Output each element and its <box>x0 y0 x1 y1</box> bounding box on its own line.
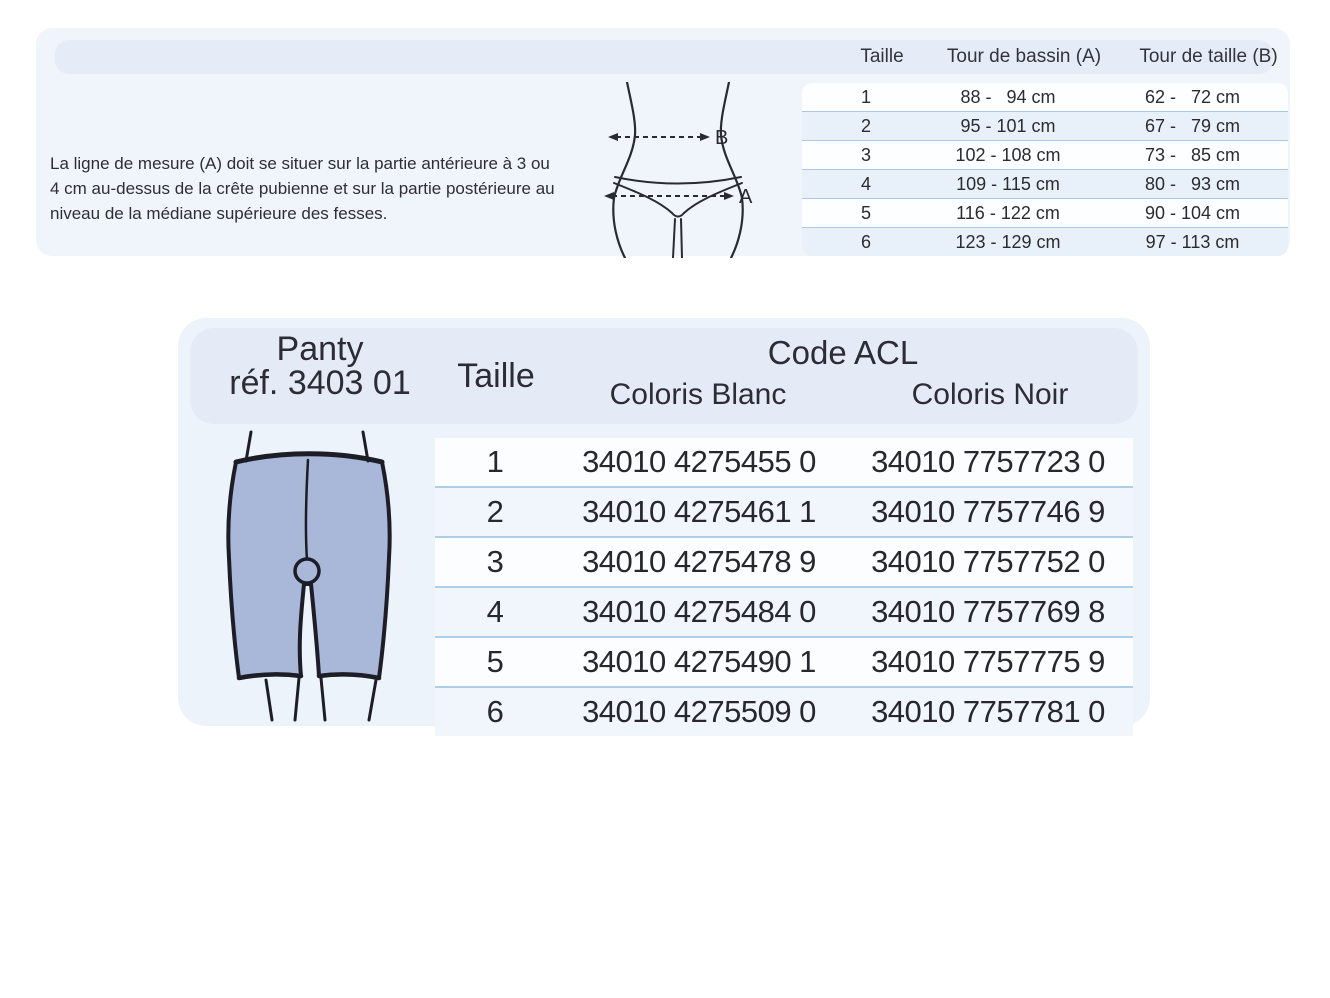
cell-taille: 4 <box>860 173 871 194</box>
cell-code-blanc: 34010 4275490 1 <box>582 644 816 679</box>
size-header-bassin: Tour de bassin (A) <box>946 46 1102 67</box>
cell-code-noir: 34010 7757752 0 <box>871 544 1105 579</box>
panty-lines <box>614 177 742 258</box>
cell-taille: 5 <box>860 202 871 223</box>
cell-bassin: 116 - 122 cm <box>956 202 1060 223</box>
acl-header-coloris-noir: Coloris Noir <box>911 378 1069 411</box>
measurement-instructions: La ligne de mesure (A) doit se situer sur la partie antérieure à 3 ou 4 cm au-dessus de la crête pubienne et sur la partie postérieure au niveau de la médiane supérieure des fesses. <box>50 154 555 223</box>
cell-taille: 6 <box>860 231 871 252</box>
size-header-taille-b: Tour de taille (B) <box>1139 46 1278 67</box>
cell-bassin: 102 - 108 cm <box>955 144 1061 165</box>
cell-taille: 2 <box>860 115 871 136</box>
cell-taille: 1 <box>860 86 871 107</box>
cell-taille: 1 <box>486 444 504 479</box>
acl-header-coloris-blanc: Coloris Blanc <box>609 378 787 411</box>
cell-taille-b: 97 - 113 cm <box>1145 231 1240 252</box>
cell-code-blanc: 34010 4275478 9 <box>582 544 816 579</box>
size-table <box>802 83 1288 256</box>
cell-bassin: 109 - 115 cm <box>956 173 1060 194</box>
body-measurement-diagram <box>602 82 754 258</box>
cell-code-blanc: 34010 4275455 0 <box>582 444 816 479</box>
cell-taille: 3 <box>486 544 504 579</box>
acl-table-row <box>435 588 1133 638</box>
torso-outline <box>613 82 742 258</box>
measurement-panel <box>36 28 1290 256</box>
cell-code-noir: 34010 7757723 0 <box>871 444 1105 479</box>
cell-taille-b: 80 - 93 cm <box>1144 173 1241 194</box>
cell-code-noir: 34010 7757781 0 <box>871 694 1105 729</box>
label-b: B <box>715 127 729 149</box>
cell-code-blanc: 34010 4275509 0 <box>582 694 816 729</box>
size-header-taille: Taille <box>860 46 904 67</box>
size-table-row <box>802 83 1288 112</box>
cell-taille: 5 <box>486 644 504 679</box>
size-table-row <box>802 141 1288 170</box>
acl-table-row <box>435 638 1133 688</box>
acl-table-row <box>435 438 1133 488</box>
acl-table-header-bar <box>190 328 1138 424</box>
cell-taille-b: 62 - 72 cm <box>1144 86 1241 107</box>
product-title <box>190 332 450 400</box>
measure-line-b <box>608 127 728 149</box>
hem-right <box>319 674 379 678</box>
cell-code-noir: 34010 7757775 9 <box>871 644 1105 679</box>
cell-taille: 6 <box>486 694 504 729</box>
cell-bassin: 88 - 94 cm <box>960 86 1056 107</box>
arrow-left-icon <box>604 192 614 200</box>
crotch-ring <box>295 559 319 583</box>
size-table-header <box>818 40 1304 74</box>
cell-code-blanc: 34010 4275461 1 <box>582 494 816 529</box>
cell-taille: 2 <box>486 494 504 529</box>
arrow-right-icon <box>724 192 734 200</box>
label-a: A <box>739 186 753 208</box>
cell-taille-b: 90 - 104 cm <box>1144 202 1241 223</box>
measure-line-a <box>604 186 753 208</box>
size-table-row <box>802 112 1288 141</box>
acl-table-row <box>435 538 1133 588</box>
panty-illustration <box>222 426 430 722</box>
cell-taille: 3 <box>860 144 871 165</box>
acl-table <box>435 438 1133 736</box>
acl-header-taille: Taille <box>457 356 535 395</box>
arrow-right-icon <box>700 133 710 141</box>
cell-bassin: 123 - 129 cm <box>955 231 1061 252</box>
acl-table-row <box>435 688 1133 736</box>
cell-taille-b: 67 - 79 cm <box>1144 115 1241 136</box>
product-ref: réf. 3403 01 <box>229 364 411 402</box>
cell-code-blanc: 34010 4275484 0 <box>582 594 816 629</box>
arrow-left-icon <box>608 133 618 141</box>
cell-taille: 4 <box>486 594 504 629</box>
size-table-row <box>802 170 1288 199</box>
acl-table-row <box>435 488 1133 538</box>
acl-header-code: Code ACL <box>767 334 919 371</box>
size-table-row <box>802 228 1288 256</box>
cell-bassin: 95 - 101 cm <box>960 115 1056 136</box>
acl-code-panel <box>178 318 1150 729</box>
cell-code-noir: 34010 7757769 8 <box>871 594 1105 629</box>
product-name: Panty <box>276 330 364 368</box>
hem-left <box>239 674 301 678</box>
size-table-row <box>802 199 1288 228</box>
cell-code-noir: 34010 7757746 9 <box>871 494 1105 529</box>
cell-taille-b: 73 - 85 cm <box>1144 144 1241 165</box>
